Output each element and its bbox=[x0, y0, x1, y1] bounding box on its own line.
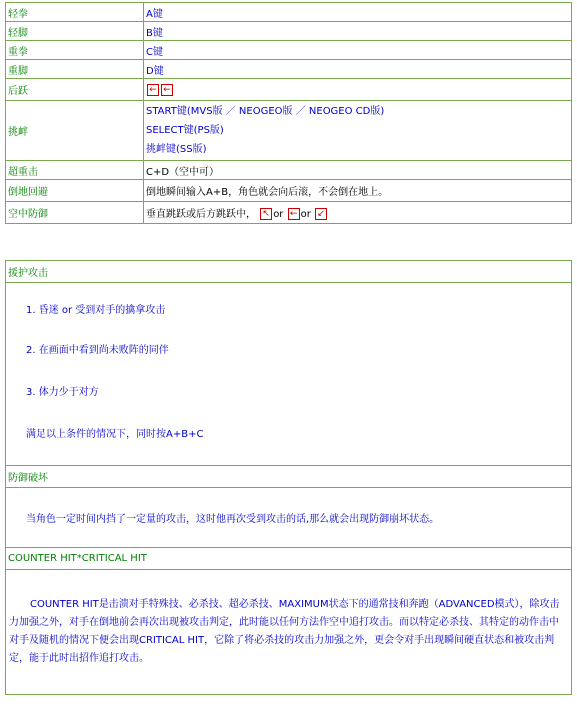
move-name: 重拳 bbox=[6, 41, 144, 60]
table-row bbox=[6, 41, 572, 60]
move-input bbox=[144, 202, 572, 224]
taunt-line: SELECT键(PS版) bbox=[146, 125, 224, 136]
table-row bbox=[6, 180, 572, 202]
left-arrow-icon: ← bbox=[147, 84, 159, 96]
guard-break-text: 当角色一定时间内挡了一定量的攻击，这时他再次受到攻击的话,那么就会出现防御崩坏状态。 bbox=[6, 488, 572, 548]
table-row bbox=[6, 79, 572, 101]
move-name: 后跃 bbox=[6, 79, 144, 101]
table-row bbox=[6, 101, 572, 161]
move-name: 倒地回避 bbox=[6, 180, 144, 202]
taunt-line: 挑衅键(SS版) bbox=[146, 144, 207, 155]
systems-table bbox=[5, 260, 572, 695]
section-title: COUNTER HIT*CRITICAL HIT bbox=[6, 548, 572, 570]
up-left-arrow-icon: ↖ bbox=[260, 208, 272, 220]
move-name: 挑衅 bbox=[6, 101, 144, 161]
taunt-line: START键(MVS版 ／ NEOGEO版 ／ NEOGEO CD版) bbox=[146, 106, 385, 117]
table-row bbox=[6, 488, 572, 548]
move-input: B键 bbox=[144, 22, 572, 41]
section-title: 防御破坏 bbox=[6, 466, 572, 488]
or-text: or bbox=[273, 209, 284, 220]
move-input bbox=[144, 101, 572, 161]
move-input: C键 bbox=[144, 41, 572, 60]
move-name: 重脚 bbox=[6, 60, 144, 79]
down-left-arrow-icon: ↙ bbox=[315, 208, 327, 220]
table-row bbox=[6, 548, 572, 570]
condition-item: 3. 体力少于对方 bbox=[26, 387, 99, 398]
counter-hit-text: COUNTER HIT是击溃对手特殊技、必杀技、超必杀技、MAXIMUM状态下的通常技和奔跑（ADVANCED模式），除攻击力加强之外，对手在倒地前会再次出现被攻击判定，此时能以任何方法作空中追打攻击。而以特定必杀技、其特定的动作击中对手及随机的情况下便会出现CRITICAL HIT，它除了将必杀技的攻击力加强之外，更会令对手出现瞬间硬直状态和被攻击判定，能于此时出招作追打攻击。 bbox=[6, 570, 572, 695]
support-conclusion: 满足以上条件的情况下，同时按A+B+C bbox=[26, 429, 204, 440]
support-body bbox=[6, 283, 572, 466]
left-arrow-icon: ← bbox=[161, 84, 173, 96]
condition-item: 1. 昏迷 or 受到对手的擒拿攻击 bbox=[26, 305, 166, 316]
section-title: 援护攻击 bbox=[6, 261, 572, 283]
table-row bbox=[6, 570, 572, 695]
move-input: 倒地瞬间输入A+B，角色就会向后滚，不会倒在地上。 bbox=[144, 180, 572, 202]
move-input: A键 bbox=[144, 3, 572, 22]
table-row bbox=[6, 3, 572, 22]
table-row bbox=[6, 202, 572, 224]
move-name: 轻脚 bbox=[6, 22, 144, 41]
left-arrow-icon: ← bbox=[288, 208, 300, 220]
table-row bbox=[6, 22, 572, 41]
air-guard-text: 垂直跳跃或后方跳跃中， bbox=[146, 209, 256, 220]
move-input: D键 bbox=[144, 60, 572, 79]
move-input: C+D（空中可） bbox=[144, 161, 572, 180]
table-row bbox=[6, 466, 572, 488]
move-input bbox=[144, 79, 572, 101]
move-name: 空中防御 bbox=[6, 202, 144, 224]
or-text: or bbox=[300, 209, 311, 220]
table-row bbox=[6, 60, 572, 79]
move-name: 超重击 bbox=[6, 161, 144, 180]
move-name: 轻拳 bbox=[6, 3, 144, 22]
table-row bbox=[6, 161, 572, 180]
moves-table bbox=[5, 2, 572, 224]
condition-item: 2. 在画面中看到尚未败阵的同伴 bbox=[26, 345, 169, 356]
table-row bbox=[6, 261, 572, 283]
table-row bbox=[6, 283, 572, 466]
